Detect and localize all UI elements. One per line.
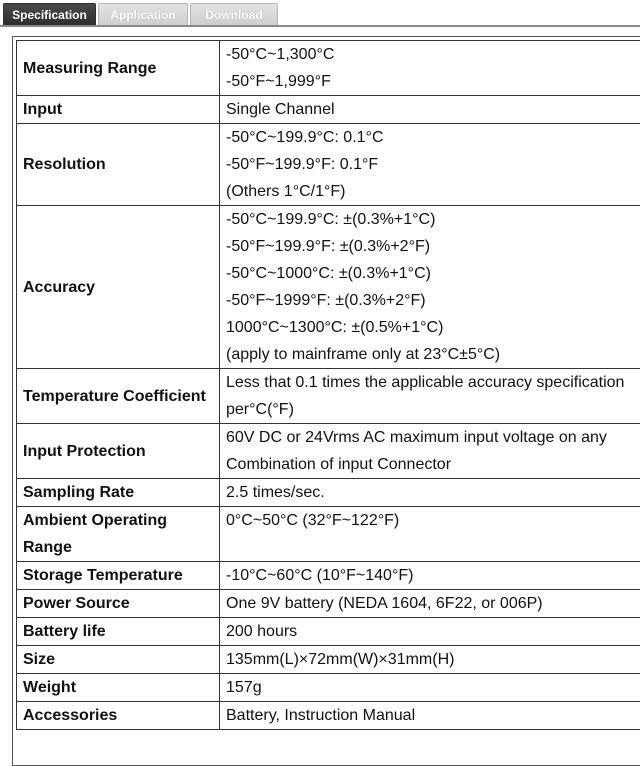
spec-label: Input (23, 96, 213, 123)
spec-value-cell (220, 369, 640, 424)
spec-value-cell (220, 124, 640, 206)
spec-label-cell (17, 674, 220, 702)
spec-value: per°C(°F) (226, 396, 640, 423)
spec-value: 1000°C~1300°C: ±(0.5%+1°C) (226, 314, 640, 341)
spec-value-cell (220, 41, 640, 96)
tab-application[interactable]: Application (98, 3, 188, 25)
spec-label-cell (17, 479, 220, 507)
spec-value: -50°F~199.9°F: 0.1°F (226, 151, 640, 178)
spec-row (17, 507, 640, 562)
spec-label: Range (23, 534, 213, 561)
spec-value: (apply to mainframe only at 23°C±5°C) (226, 341, 640, 368)
spec-value: 200 hours (226, 618, 640, 645)
spec-row (17, 646, 640, 674)
spec-label-cell (17, 96, 220, 124)
spec-label: Battery life (23, 618, 213, 645)
tab-download[interactable]: Download (190, 3, 278, 25)
spec-value: 157g (226, 674, 640, 701)
spec-panel (12, 36, 640, 766)
spec-label: Input Protection (23, 438, 213, 465)
spec-label: Accessories (23, 702, 213, 729)
spec-label-cell (17, 124, 220, 206)
spec-row (17, 702, 640, 730)
spec-row (17, 618, 640, 646)
spec-value: 60V DC or 24Vrms AC maximum input voltage on any (226, 424, 640, 451)
spec-row (17, 124, 640, 206)
spec-label: Resolution (23, 151, 213, 178)
spec-value: Single Channel (226, 96, 640, 123)
spec-label-cell (17, 618, 220, 646)
spec-label-cell (17, 590, 220, 618)
spec-value: 2.5 times/sec. (226, 479, 640, 506)
spec-value: 135mm(L)×72mm(W)×31mm(H) (226, 646, 640, 673)
spec-row (17, 41, 640, 96)
spec-label: Ambient Operating (23, 507, 213, 534)
spec-value-cell (220, 562, 640, 590)
spec-value: Combination of input Connector (226, 451, 640, 478)
spec-row (17, 96, 640, 124)
spec-value: (Others 1°C/1°F) (226, 178, 640, 205)
spec-value: Battery, Instruction Manual (226, 702, 640, 729)
spec-value-cell (220, 424, 640, 479)
spec-value: One 9V battery (NEDA 1604, 6F22, or 006P) (226, 590, 640, 617)
spec-value: -50°C~1,300°C (226, 41, 640, 68)
spec-value: -50°F~199.9°F: ±(0.3%+2°F) (226, 233, 640, 260)
spec-label-cell (17, 424, 220, 479)
spec-value-cell (220, 507, 640, 562)
spec-label-cell (17, 702, 220, 730)
spec-value-cell (220, 618, 640, 646)
tab-specification[interactable]: Specification (3, 3, 96, 25)
spec-value-cell (220, 590, 640, 618)
spec-label: Power Source (23, 590, 213, 617)
spec-label: Measuring Range (23, 55, 213, 82)
spec-label-cell (17, 507, 220, 562)
spec-value: 0°C~50°C (32°F~122°F) (226, 507, 640, 534)
spec-row (17, 369, 640, 424)
spec-label-cell (17, 41, 220, 96)
spec-value: -50°F~1999°F: ±(0.3%+2°F) (226, 287, 640, 314)
spec-value: -50°C~199.9°C: 0.1°C (226, 124, 640, 151)
spec-value-cell (220, 479, 640, 507)
spec-value-cell (220, 702, 640, 730)
spec-table (16, 40, 640, 730)
spec-label: Size (23, 646, 213, 673)
spec-label: Sampling Rate (23, 479, 213, 506)
spec-label: Storage Temperature (23, 562, 213, 589)
spec-value: -50°C~1000°C: ±(0.3%+1°C) (226, 260, 640, 287)
spec-row (17, 674, 640, 702)
spec-label: Temperature Coefficient (23, 383, 213, 410)
spec-value: -10°C~60°C (10°F~140°F) (226, 562, 640, 589)
spec-label: Weight (23, 674, 213, 701)
spec-row (17, 562, 640, 590)
spec-value-cell (220, 674, 640, 702)
spec-value-cell (220, 646, 640, 674)
tab-bar (0, 0, 640, 27)
spec-row (17, 206, 640, 369)
spec-label-cell (17, 562, 220, 590)
spec-value: Less that 0.1 times the applicable accuracy specification (226, 369, 640, 396)
spec-value-cell (220, 206, 640, 369)
spec-value: -50°F~1,999°F (226, 68, 640, 95)
spec-row (17, 424, 640, 479)
spec-label-cell (17, 369, 220, 424)
spec-label: Accuracy (23, 274, 213, 301)
spec-label-cell (17, 206, 220, 369)
spec-row (17, 590, 640, 618)
spec-value: -50°C~199.9°C: ±(0.3%+1°C) (226, 206, 640, 233)
spec-label-cell (17, 646, 220, 674)
spec-value-cell (220, 96, 640, 124)
spec-value (226, 534, 640, 561)
spec-row (17, 479, 640, 507)
